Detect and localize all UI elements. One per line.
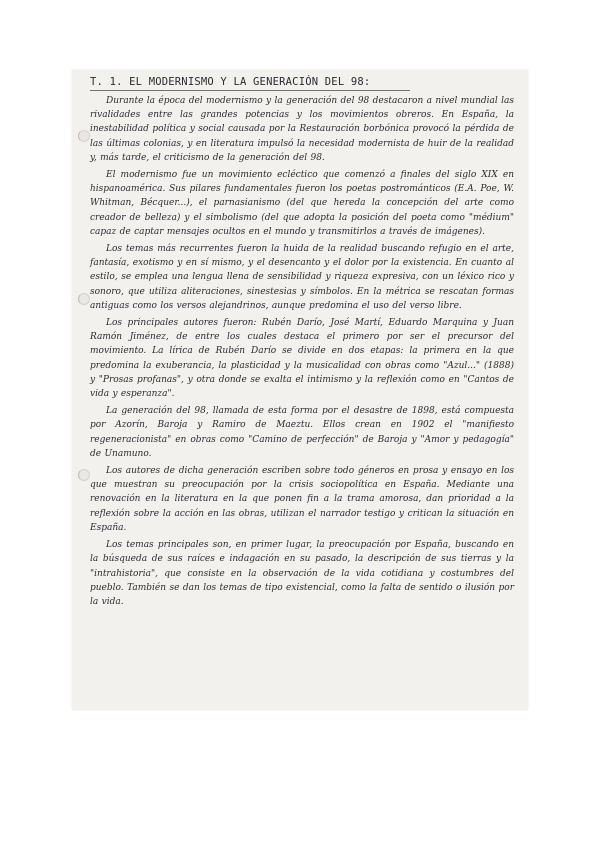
punch-hole-icon: [78, 130, 90, 142]
punch-hole-icon: [78, 469, 90, 481]
document-body: [90, 94, 514, 609]
paragraph-generacion-98: La generación del 98, llamada de esta forma por el desastre de 1898, está compuesta por Azorín, Baroja y Ramiro de Maeztu. Ellos crean en 1902 el "manifiesto regeneracionista" en obras como "Camino de perfección" de Baroja y "Amor y pedagogía" de Unamuno.: [90, 406, 514, 459]
handwritten-page: [72, 70, 528, 710]
paragraph-context: Durante la época del modernismo y la generación del 98 destacaron a nivel mundial las rivalidades entre las grandes potencias y los movimientos obreros. En España, la inestabilidad política y social causada por la Restauración borbónica provocó la pérdida de las últimas colonias, y en literatura impulsó la necesidad modernista de huir de la realidad y, más tarde, el criticismo de la generación del 98.: [90, 96, 514, 163]
page-title: T. 1. EL MODERNISMO Y LA GENERACIÓN DEL 98:: [90, 76, 371, 88]
paragraph-modernismo-authors: Los principales autores fueron: Rubén Darío, José Martí, Eduardo Marquina y Juan Ramón Jiménez, de entre los cuales destaca el primero por ser el precursor del movimiento. La lírica de Rubén Darío se divide en dos etapas: la primera en la que predomina la exuberancia, la plasticidad y la musicalidad con obras como "Azul..." (1888) y "Prosas profanas", y otra donde se exalta el intimismo y la reflexión como en "Cantos de vida y esperanza".: [90, 318, 514, 400]
title-underline: [90, 90, 410, 91]
punch-hole-icon: [78, 293, 90, 305]
paragraph-modernismo-origins: El modernismo fue un movimiento ecléctico que comenzó a finales del siglo XIX en hispanoamérica. Sus pilares fundamentales fueron los poetas postrománticos (E.A. Poe, W. Whitman, Bécquer...), el parnasianismo (del que hereda la concepción del arte como creador de belleza) y el simbolismo (del que adopta la posición del poeta como "médium" capaz de captar mensajes ocultos en el mundo y transmitirlos a través de imágenes).: [90, 170, 514, 237]
paragraph-generacion-98-themes: Los temas principales son, en primer lugar, la preocupación por España, buscando en la búsqueda de sus raíces e indagación en su pasado, la descripción de sus tierras y la "intrahistoria", que consiste en la observación de la vida cotidiana y costumbres del pueblo. También se dan los temas de tipo existencial, como la falta de sentido o ilusión por la vida.: [90, 540, 514, 607]
paragraph-modernismo-themes: Los temas más recurrentes fueron la huida de la realidad buscando refugio en el arte, fantasía, exotismo y en sí mismo, y el desencanto y el dolor por la existencia. En cuanto al estilo, se emplea una lengua llena de sensibilidad y riqueza expresiva, con un léxico rico y sonoro, que utiliza aliteraciones, sinestesias y símbolos. En la métrica se rescatan formas antiguas como los versos alejandrinos, aunque predomina el uso del verso libre.: [90, 244, 514, 311]
paragraph-generacion-98-genres: Los autores de dicha generación escriben sobre todo géneros en prosa y ensayo en los que muestran su preocupación por la crisis sociopolítica en España. Mediante una renovación en la literatura en la que ponen fin a la trama amorosa, dan prioridad a la reflexión sobre la acción en las obras, utilizan el narrador testigo y critican la situación en España.: [90, 466, 514, 533]
